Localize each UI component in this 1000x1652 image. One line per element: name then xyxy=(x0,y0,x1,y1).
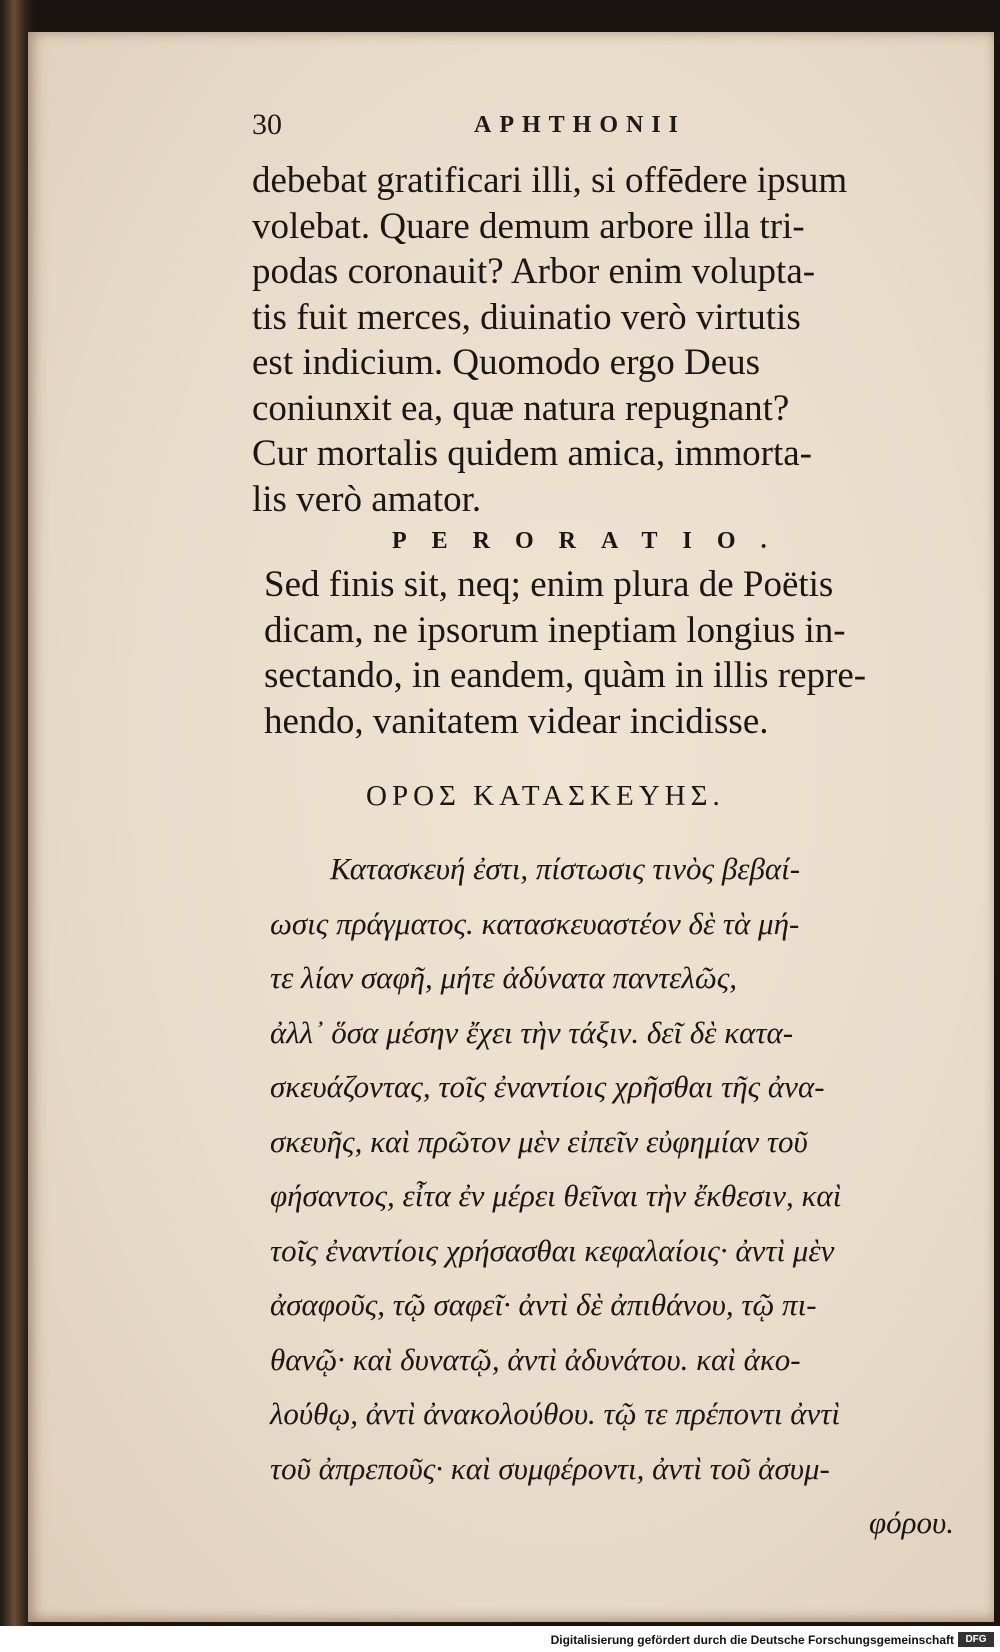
text-line: Κατασκευή ἐστι, πίστωσις τινὸς βεβαί- xyxy=(330,851,801,886)
funding-credit: Digitalisierung gefördert durch die Deutsche Forschungsgemeinschaft xyxy=(550,1633,954,1647)
text-line: lis verò amator. xyxy=(252,478,482,520)
section-heading-greek: ΟΡΟΣ ΚΑΤΑΣΚΕΥΗΣ. xyxy=(366,780,725,812)
text-line: σκευῆς, καὶ πρῶτον μὲν εἰπεῖν εὐφημίαν τοῦ xyxy=(270,1123,808,1159)
text-line: φήσαντος, εἶτα ἐν μέρει θεῖναι τὴν ἔκθεσιν, καὶ xyxy=(270,1178,842,1213)
text-line: φόρου. xyxy=(868,1505,954,1540)
text-line: σκευάζοντας, τοῖς ἐναντίοις χρῆσθαι τῆς ἀνα- xyxy=(270,1069,825,1104)
text-line: coniunxit ea, quæ natura repugnant? xyxy=(252,387,790,429)
latin-paragraph xyxy=(252,158,952,522)
text-line: ἀλλ᾽ ὅσα μέσην ἔχει τὴν τάξιν. δεῖ δὲ κατα- xyxy=(270,1014,794,1050)
footer-strip xyxy=(0,1626,1000,1652)
text-line: τε λίαν σαφῆ, μήτε ἀδύνατα παντελῶς, xyxy=(270,960,738,995)
page-number: 30 xyxy=(252,108,282,141)
text-line: volebat. Quare demum arbore illa tri- xyxy=(252,205,805,247)
text-line: Sed finis sit, neq; enim plura de Poëtis xyxy=(264,564,834,605)
text-line: ἀσαφοῦς, τῷ σαφεῖ· ἀντὶ δὲ ἀπιθάνου, τῷ πι- xyxy=(270,1287,817,1322)
text-line: debebat gratificari illi, si offēdere ipsum xyxy=(252,160,848,201)
section-heading-peroratio: PERORATIO. xyxy=(392,528,792,554)
page-header xyxy=(252,104,952,144)
text-line: λούθῳ, ἀντὶ ἀνακολούθου. τῷ τε πρέποντι ἀντὶ xyxy=(270,1396,840,1431)
text-line: sectando, in eandem, quàm in illis repre- xyxy=(264,655,867,696)
text-line: θανῷ· καὶ δυνατῷ, ἀντὶ ἀδυνάτου. καὶ ἀκο- xyxy=(270,1341,801,1377)
text-line: podas coronauit? Arbor enim volupta- xyxy=(252,251,816,292)
text-line: Cur mortalis quidem amica, immorta- xyxy=(252,433,813,474)
text-line: hendo, vanitatem videar incidisse. xyxy=(264,700,769,742)
running-head: APHTHONII xyxy=(474,112,687,138)
text-line: dicam, ne ipsorum ineptiam longius in- xyxy=(264,609,846,651)
text-line: est indicium. Quomodo ergo Deus xyxy=(252,342,761,383)
peroratio-paragraph xyxy=(264,562,954,744)
text-line: τοῖς ἐναντίοις χρήσασθαι κεφαλαίοις· ἀντὶ μὲν xyxy=(270,1232,835,1268)
text-line: tis fuit merces, diuinatio verò virtutis xyxy=(252,296,801,338)
text-line: τοῦ ἀπρεποῦς· καὶ συμφέροντι, ἀντὶ τοῦ ἀσυμ- xyxy=(270,1450,830,1486)
greek-paragraph xyxy=(270,842,960,1551)
text-line: ωσις πράγματος. κατασκευαστέον δὲ τὰ μή- xyxy=(270,905,800,941)
dfg-logo: DFG xyxy=(958,1632,994,1647)
